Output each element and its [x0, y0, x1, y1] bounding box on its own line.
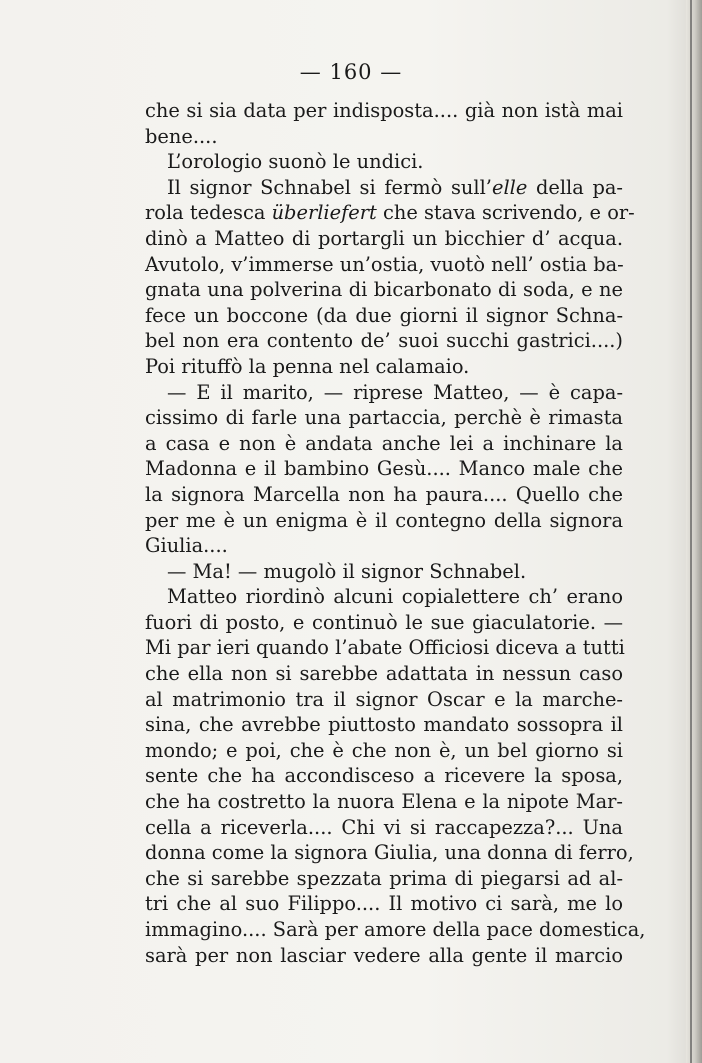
- text-line: — Ma! — mugolò il signor Schnabel.: [167, 559, 527, 583]
- text-line: sina, che avrebbe piuttosto mandato sossopra il: [145, 713, 623, 737]
- text-line: mondo; e poi, che è che non è, un bel giorno si: [145, 738, 623, 762]
- text-line: tri che al suo Filippo.... Il motivo ci sarà, me lo: [145, 892, 623, 916]
- text-line: che si sarebbe spezzata prima di piegarsi ad al-: [145, 866, 623, 890]
- text-line: L’orologio suonò le undici.: [167, 150, 424, 174]
- italic-word: elle: [491, 175, 528, 199]
- page-edge-line: [690, 0, 692, 1063]
- text-segment: rola tedesca: [145, 201, 272, 225]
- text-line: per me è un enigma è il contegno della signora: [145, 508, 623, 532]
- text-line: al matrimonio tra il signor Oscar e la marche-: [145, 687, 623, 711]
- text-line: [145, 200, 635, 226]
- text-line: donna come la signora Giulia, una donna di ferro,: [145, 841, 634, 865]
- text-line: cissimo di farle una partaccia, perchè è rimasta: [145, 406, 623, 430]
- text-line: fuori di posto, e continuò le sue giaculatorie. —: [145, 610, 623, 634]
- text-segment: della pa-: [527, 175, 623, 199]
- text-line: [145, 175, 623, 201]
- text-line: Matteo riordinò alcuni copialettere ch’ erano: [167, 585, 623, 609]
- text-segment: che stava scrivendo, e or-: [376, 201, 635, 225]
- text-line: la signora Marcella non ha paura.... Quello che: [145, 482, 623, 506]
- text-line: Poi rituffò la penna nel calamaio.: [145, 354, 470, 378]
- text-line: gnata una polverina di bicarbonato di soda, e ne: [145, 278, 623, 302]
- page-number: — 160 —: [299, 60, 403, 84]
- text-line: sarà per non lasciar vedere alla gente il marcio: [145, 943, 623, 967]
- text-segment: Il signor Schnabel si fermò sull’: [167, 175, 492, 199]
- text-line: a casa e non è andata anche lei a inchinare la: [145, 431, 623, 455]
- page-edge-shadow: [686, 0, 702, 1063]
- text-line: fece un boccone (da due giorni il signor Schna-: [145, 303, 623, 327]
- text-line: — E il marito, — riprese Matteo, — è capa-: [167, 380, 623, 404]
- text-line: Mi par ieri quando l’abate Officiosi diceva a tutti: [145, 636, 625, 660]
- text-line: cella a riceverla.... Chi vi si raccapezza?... Una: [145, 815, 623, 839]
- text-line: dinò a Matteo di portargli un bicchier d’ acqua.: [145, 226, 623, 250]
- text-line: sente che ha accondisceso a ricevere la sposa,: [145, 764, 623, 788]
- body-text: [145, 98, 646, 968]
- text-line: che si sia data per indisposta.... già non istà mai: [145, 99, 623, 122]
- text-line: immagino.... Sarà per amore della pace domestica,: [145, 918, 646, 941]
- text-line: Giulia....: [145, 534, 228, 558]
- text-line: Madonna e il bambino Gesù.... Manco male che: [145, 457, 623, 481]
- text-line: che ha costretto la nuora Elena e la nipote Mar-: [145, 790, 623, 814]
- text-line: che ella non si sarebbe adattata in nessun caso: [145, 662, 623, 686]
- italic-word: überliefert: [271, 201, 377, 225]
- text-line: bel non era contento de’ suoi succhi gastrici....): [145, 329, 623, 353]
- text-line: Avutolo, v’immerse un’ostia, vuotò nell’ ostia ba-: [145, 252, 624, 276]
- text-line: bene....: [145, 124, 218, 148]
